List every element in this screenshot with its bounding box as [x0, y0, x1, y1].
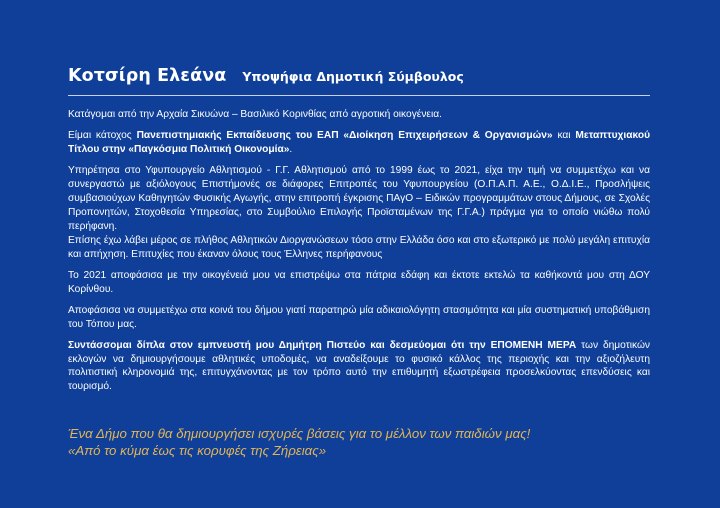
- header-divider: [68, 95, 650, 96]
- slogan-line-2: «Από το κύμα έως τις κορυφές της Ζήρειας»: [68, 443, 327, 458]
- biography-text: [68, 108, 650, 401]
- candidate-header: [68, 66, 650, 92]
- bio-education: [68, 129, 650, 157]
- candidate-name: Κοτσίρη Ελεάνα: [68, 66, 227, 86]
- bio-education-end: .: [289, 144, 293, 155]
- bio-pledge-rest: των δημοτικών εκλογών να δημιουργήσουμε αθλητικές υποδομές, να αναδείξουμε το φυσικό κάλλος της περιοχής και την αξιοζήλευτη πολιτιστική κληρονομιά της, επιτυγχάνοντας με τον τρόπο αυτό την επιθυμητή εξωστρέφεια προσελκύοντας επενδύσεις και τουρισμό.: [68, 339, 651, 393]
- bio-degree-undergrad: Πανεπιστημιακής Εκπαίδευσης του ΕΑΠ «Διοίκηση Επιχειρήσεων & Οργανισμών»: [136, 130, 553, 142]
- bio-return: Το 2021 αποφάσισα με την οικογένειά μου να επιστρέψω στα πάτρια εδάφη και έκτοτε εκτελώ τα καθήκοντά μου στη ΔΟΥ Κορίνθου.: [68, 269, 650, 295]
- slogan-line-1: Ένα Δήμο που θα δημιουργήσει ισχυρές βάσεις για το μέλλον των παιδιών μας!: [68, 426, 531, 441]
- bio-pledge: [68, 339, 650, 395]
- bio-degree-postgrad: Μεταπτυχιακού Τίτλου στην «Παγκόσμια Πολιτική Οικονομία»: [68, 130, 650, 155]
- bio-education-intro: Είμαι κάτοχος: [68, 130, 137, 142]
- campaign-slogan: [68, 425, 668, 459]
- bio-career: Υπηρέτησα στο Υφυπουργείο Αθλητισμού - Γ.Γ. Αθλητισμού από το 1999 έως το 2021, είχα την τιμή να συμμετέχω και να συνεργαστώ με αξιόλογους Επιστήμονές σε διάφορες Επιτροπές του Υφυπουργείου (Ο.Π.Α.Π. Α.Ε., Ο.Δ.Ι.Ε., Προσλήψεις συμβασιούχων Καθηγητών Φυσικής Αγωγής, στην επιτροπή έγκρισης ΠΑγΟ – Ειδικών προγραμμάτων στους Δήμους, σε Σχολές Προπονητών, Στοχοθεσία Υπηρεσίας, στο Συμβούλιο Επιλογής Προϊσταμένων της Γ.Γ.Α.) πράγμα για το οποίο νιώθω πολύ περήφανη.: [68, 165, 650, 232]
- bio-origin: Κατάγομαι από την Αρχαία Σικυώνα – Βασιλικό Κορινθίας από αγροτική οικογένεια.: [68, 109, 442, 120]
- bio-events: Επίσης έχω λάβει μέρος σε πλήθος Αθλητικών Διοργανώσεων τόσο στην Ελλάδα όσο και στο εξωτερικό με πολύ μεγάλη επιτυχία και απήχηση. Επιτυχίες που έκαναν όλους τους Έλληνες περήφανους: [68, 234, 650, 260]
- candidate-role: Υποψήφια Δημοτική Σύμβουλος: [242, 69, 464, 84]
- bio-education-and: και: [552, 130, 576, 142]
- bio-pledge-bold: Συντάσσομαι δίπλα στον εμπνευστή μου Δημήτρη Πιστεύο και δεσμεύομαι ότι την ΕΠΟΜΕΝΗ ΜΕΡΑ: [68, 339, 577, 351]
- bio-motivation: Αποφάσισα να συμμετέχω στα κοινά του δήμου γιατί παρατηρώ μία αδικαιολόγητη στασιμότητα και μία συστηματική υποβάθμιση του Τόπου μας.: [68, 304, 650, 330]
